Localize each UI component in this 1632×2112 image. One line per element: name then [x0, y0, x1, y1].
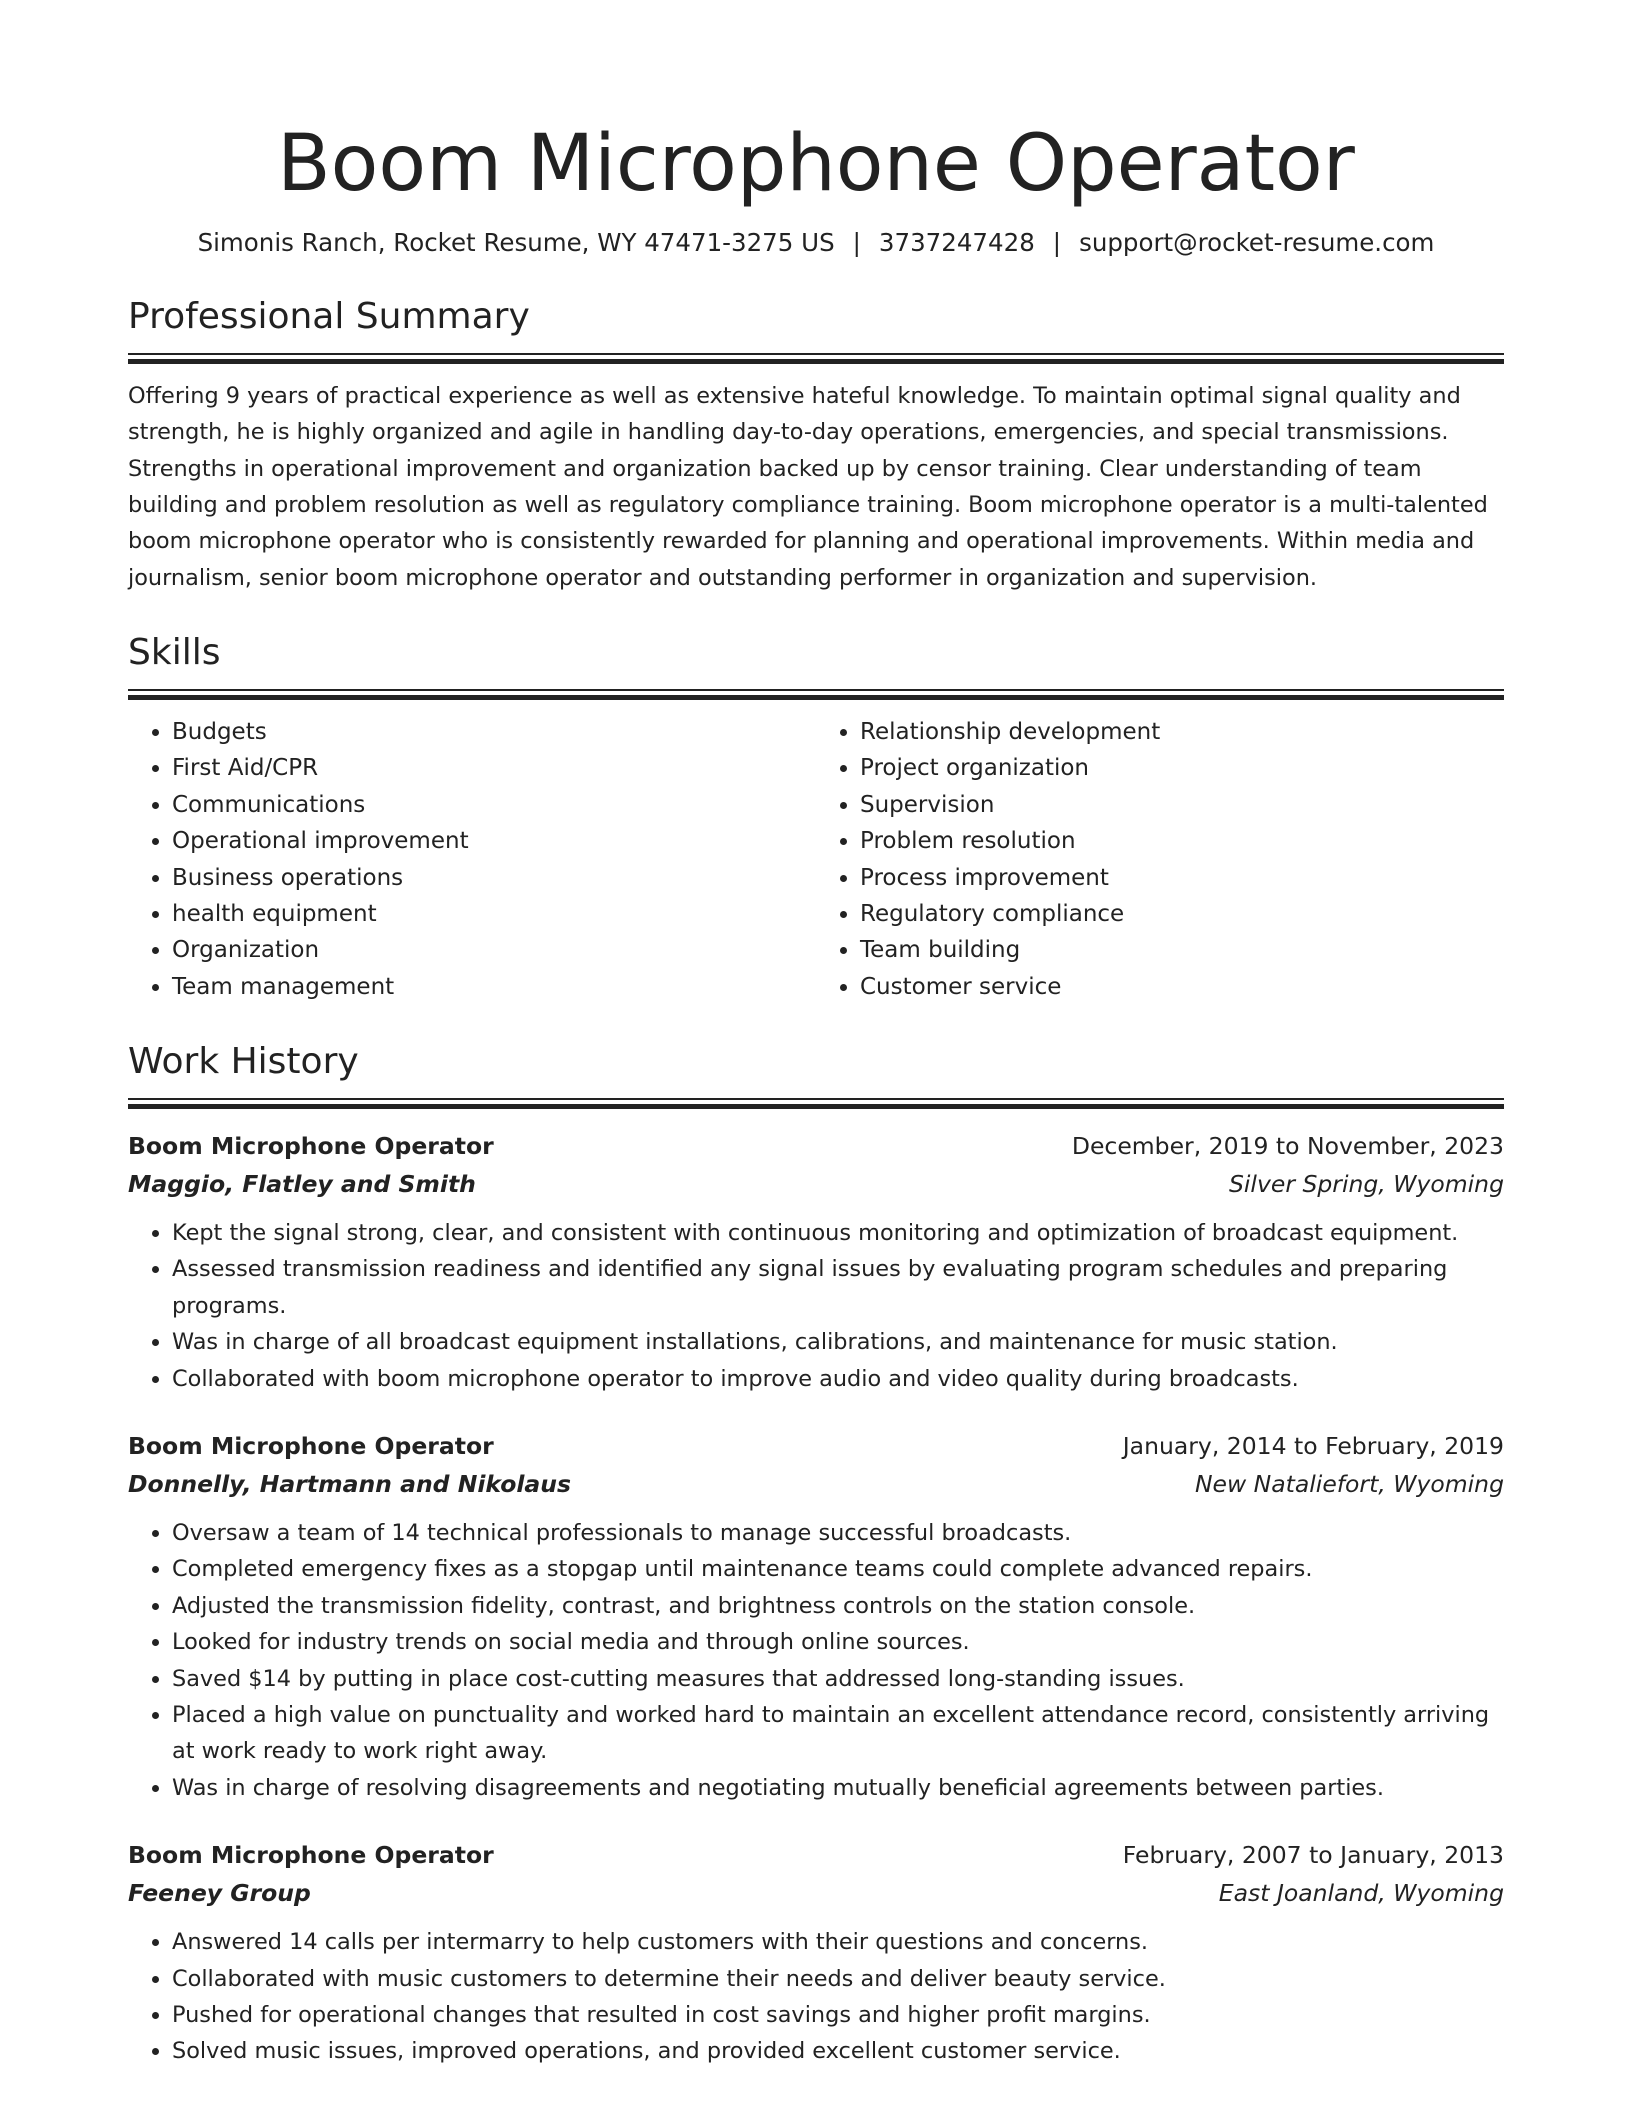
- job-title: Boom Microphone Operator: [128, 1432, 494, 1460]
- job-company: Maggio, Flatley and Smith: [128, 1169, 476, 1198]
- job-bullets: [128, 1924, 1504, 2070]
- job-bullets: [128, 1215, 1504, 1397]
- resume-name: Boom Microphone Operator: [277, 119, 1355, 209]
- skills-column-left: [128, 714, 816, 1005]
- job-header: [128, 1836, 1504, 1874]
- job-location: New Nataliefort, Wyoming: [1194, 1470, 1504, 1498]
- skill-item: • Supervision: [860, 787, 1504, 823]
- contact-phone: 3737247428: [878, 227, 1035, 257]
- job-entry: [128, 1427, 1504, 1806]
- job-title: Boom Microphone Operator: [128, 1841, 494, 1870]
- skill-item: • Budgets: [172, 714, 816, 750]
- skills-heading: Skills: [128, 632, 221, 674]
- job-location: East Joanland, Wyoming: [1218, 1879, 1504, 1908]
- skill-item: • Relationship development: [860, 714, 1504, 750]
- skill-item: • Regulatory compliance: [860, 896, 1504, 932]
- job-header: [128, 1427, 1504, 1465]
- resume-page: [128, 118, 1504, 2070]
- summary-heading: Professional Summary: [128, 295, 530, 337]
- summary-text: Offering 9 years of practical experience as well as extensive hateful knowledge. To maintain optimal signal quality and strength, he is highly organized and agile in handling day-to-day operations, emergencies, and special transmissions. Strengths in operational improvement and organization backed up by censor training. Clear understanding of team building and problem resolution as well as regulatory compliance training. Boom microphone operator is a multi-talented boom microphone operator who is consistently rewarded for planning and operational improvements. Within media and journalism, senior boom microphone operator and outstanding performer in organization and supervision.: [128, 382, 1488, 591]
- skill-item: • Team management: [172, 969, 816, 1005]
- job-dates: January, 2014 to February, 2019: [1122, 1432, 1504, 1460]
- job-entry: [128, 1836, 1504, 2070]
- skills-column-right: [816, 714, 1504, 1005]
- skill-item: • Business operations: [172, 860, 816, 896]
- section-divider: [128, 689, 1504, 700]
- job-bullet: • Was in charge of all broadcast equipment installations, calibrations, and maintenance for music station.: [172, 1324, 1504, 1360]
- job-bullet: • Looked for industry trends on social media and through online sources.: [172, 1624, 1504, 1660]
- skill-item: • Communications: [172, 787, 816, 823]
- skills-list: [128, 714, 1504, 1005]
- job-bullet: • Adjusted the transmission fidelity, contrast, and brightness controls on the station console.: [172, 1588, 1504, 1624]
- contact-separator: |: [852, 227, 861, 257]
- skill-item: • First Aid/CPR: [172, 750, 816, 786]
- job-bullet: • Oversaw a team of 14 technical professionals to manage successful broadcasts.: [172, 1515, 1504, 1551]
- job-bullet: • Collaborated with boom microphone operator to improve audio and video quality during broadcasts.: [172, 1361, 1504, 1397]
- skill-item: • Project organization: [860, 750, 1504, 786]
- job-header: [128, 1127, 1504, 1165]
- job-bullet: • Pushed for operational changes that resulted in cost savings and higher profit margins.: [172, 1997, 1504, 2033]
- job-bullet: • Answered 14 calls per intermarry to help customers with their questions and concerns.: [172, 1924, 1504, 1960]
- skill-item: • Customer service: [860, 969, 1504, 1005]
- job-bullet: • Saved $14 by putting in place cost-cutting measures that addressed long-standing issues.: [172, 1661, 1504, 1697]
- skill-item: • Problem resolution: [860, 823, 1504, 859]
- skill-item: • Team building: [860, 932, 1504, 968]
- section-divider: [128, 353, 1504, 364]
- job-bullet: • Solved music issues, improved operations, and provided excellent customer service.: [172, 2033, 1504, 2069]
- work-history-heading: Work History: [128, 1041, 359, 1083]
- job-bullet: • Assessed transmission readiness and identified any signal issues by evaluating program schedules and preparing programs.: [172, 1251, 1504, 1324]
- skill-item: • Organization: [172, 932, 816, 968]
- job-entry: [128, 1127, 1504, 1397]
- job-bullet: • Completed emergency fixes as a stopgap until maintenance teams could complete advanced repairs.: [172, 1551, 1504, 1587]
- job-bullet: • Collaborated with music customers to determine their needs and deliver beauty service.: [172, 1961, 1504, 1997]
- job-company: Donnelly, Hartmann and Nikolaus: [128, 1470, 571, 1498]
- contact-address: Simonis Ranch, Rocket Resume, WY 47471-3275 US: [197, 227, 835, 257]
- job-subheader: [128, 1465, 1504, 1503]
- job-dates: February, 2007 to January, 2013: [1122, 1841, 1504, 1870]
- contact-email[interactable]: support@rocket-resume.com: [1079, 227, 1435, 257]
- job-subheader: [128, 1874, 1504, 1912]
- job-location: Silver Spring, Wyoming: [1228, 1169, 1504, 1198]
- job-title: Boom Microphone Operator: [128, 1131, 494, 1160]
- job-bullets: [128, 1515, 1504, 1806]
- job-bullet: • Placed a high value on punctuality and worked hard to maintain an excellent attendance record, consistently arriving at work ready to work right away.: [172, 1697, 1504, 1770]
- contact-line: [128, 226, 1504, 260]
- job-bullet: • Was in charge of resolving disagreements and negotiating mutually beneficial agreements between parties.: [172, 1770, 1504, 1806]
- job-subheader: [128, 1165, 1504, 1203]
- skill-item: • Operational improvement: [172, 823, 816, 859]
- contact-separator: |: [1052, 227, 1062, 257]
- section-divider: [128, 1098, 1504, 1109]
- skill-item: • Process improvement: [860, 860, 1504, 896]
- job-dates: December, 2019 to November, 2023: [1071, 1131, 1504, 1160]
- job-company: Feeney Group: [128, 1879, 311, 1908]
- skill-item: • health equipment: [172, 896, 816, 932]
- job-bullet: • Kept the signal strong, clear, and consistent with continuous monitoring and optimization of broadcast equipment.: [172, 1215, 1504, 1251]
